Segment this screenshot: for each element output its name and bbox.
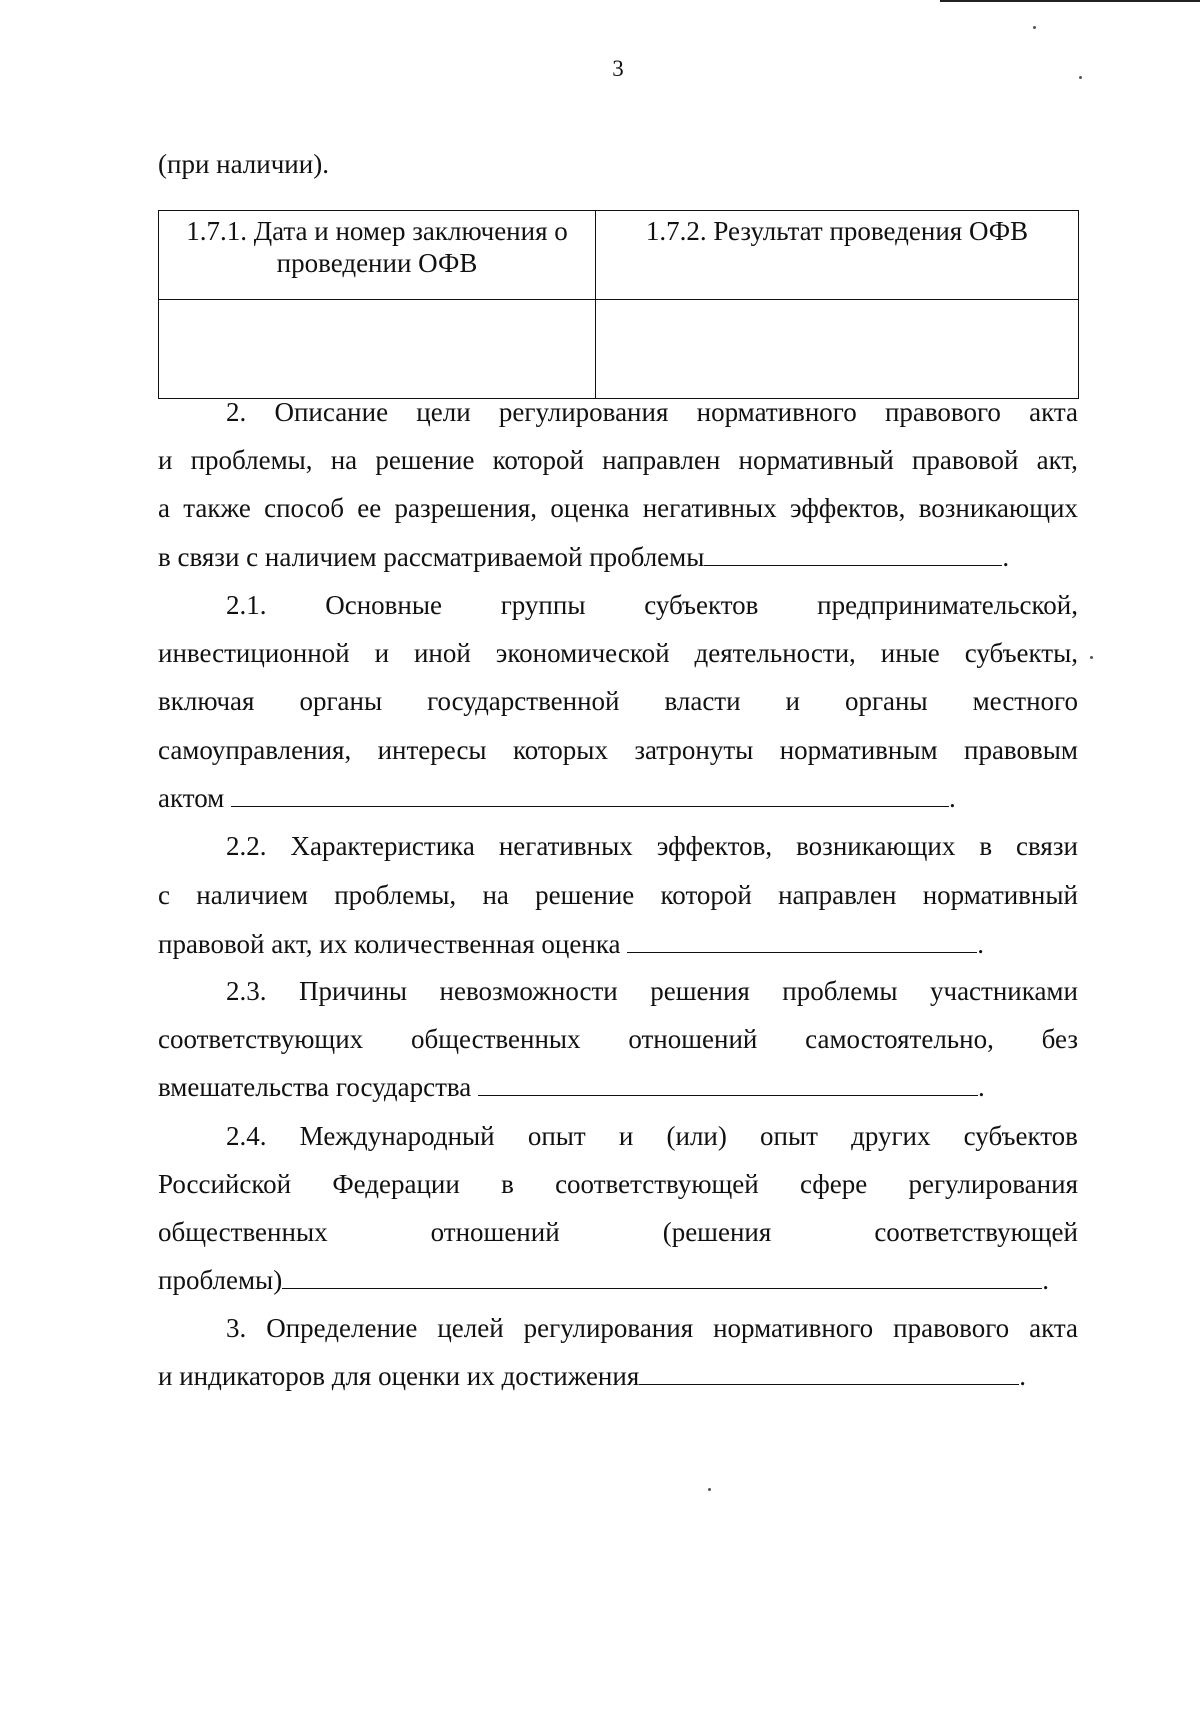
section-1-7-line-2: (при наличии). [158, 149, 329, 179]
word: акта [1029, 397, 1078, 427]
word: нормативный [738, 445, 894, 475]
word: опыт [527, 1121, 586, 1151]
word: связи [1016, 831, 1078, 861]
word: 3. [226, 1313, 247, 1343]
word: направлен [778, 880, 897, 910]
word: ее [357, 493, 382, 523]
word: проблемы, [190, 445, 313, 475]
section-2-1-line-4 [158, 734, 1078, 766]
word: на [482, 880, 509, 910]
word: нормативного [696, 397, 857, 427]
word: отношений [430, 1217, 560, 1247]
word: негативных [642, 493, 777, 523]
section-2-line-3 [158, 492, 1078, 524]
word: 2.4. [226, 1121, 267, 1151]
word: субъектов [644, 590, 759, 620]
section-2-4-line-1 [226, 1120, 1078, 1152]
scan-speck [708, 1488, 711, 1491]
section-2-4-line-2 [158, 1168, 1078, 1200]
section-2-3-line-3-text: вмешательства государства [158, 1072, 472, 1102]
word: регулирования [908, 1169, 1078, 1199]
word: без [1041, 1024, 1078, 1054]
word: субъекты, [964, 638, 1078, 668]
word: соответствующей [555, 1169, 759, 1199]
word: Российской [158, 1169, 292, 1199]
word: решение [375, 445, 475, 475]
blank-field[interactable] [478, 1073, 978, 1096]
word: власти [664, 686, 741, 716]
word: акт, [1036, 445, 1078, 475]
scan-speck [1090, 656, 1093, 659]
section-2-4-line-4-text: проблемы) [158, 1265, 283, 1295]
section-2-1-line-2 [158, 637, 1078, 669]
word: Основные [325, 590, 442, 620]
word: деятельности, [694, 638, 856, 668]
word: нормативным [779, 735, 938, 765]
word: цели [416, 397, 471, 427]
word: правовым [964, 735, 1078, 765]
word: Причины [298, 976, 408, 1006]
word: субъектов [963, 1121, 1078, 1151]
word: 2.3. [226, 976, 267, 1006]
ofv-results-table [158, 210, 1079, 399]
word: оценка [550, 493, 630, 523]
section-3-line-1 [226, 1312, 1078, 1344]
word: проблемы [782, 976, 898, 1006]
blank-field[interactable] [704, 543, 1002, 566]
word: акта [1029, 1313, 1078, 1343]
word: которой [492, 445, 584, 475]
word: нормативного [713, 1313, 874, 1343]
word: Федерации [332, 1169, 460, 1199]
word: соответствующих [158, 1024, 364, 1054]
section-2-2-line-1 [226, 830, 1078, 862]
word: (решения [662, 1217, 772, 1247]
page-number: 3 [612, 56, 624, 81]
word: решение [535, 880, 635, 910]
word: затронуты [634, 735, 754, 765]
word: общественных [410, 1024, 581, 1054]
word: эффектов, [789, 493, 906, 523]
section-2-1-line-5-text: актом [158, 783, 225, 813]
word: 2.1. [226, 590, 267, 620]
section-2-3-line-1 [226, 975, 1078, 1007]
word: экономической [495, 638, 670, 668]
word: возникающих [918, 493, 1078, 523]
word: Описание [274, 397, 389, 427]
word: включая [158, 686, 255, 716]
line-end-period: . [1019, 1361, 1026, 1391]
line-end-period: . [978, 1072, 985, 1102]
word: наличием [196, 880, 308, 910]
word: негативных [498, 831, 633, 861]
section-2-3-line-2 [158, 1023, 1078, 1055]
section-3-line-2-text: и индикаторов для оценки их достижения [158, 1361, 640, 1391]
blank-field[interactable] [231, 784, 949, 807]
word: правового [884, 397, 1001, 427]
section-2-line-4-text: в связи с наличием рассматриваемой проблемы [158, 542, 705, 572]
word: сфере [799, 1169, 868, 1199]
word: возникающих [796, 831, 956, 861]
table-header-row [159, 211, 1079, 300]
scan-speck [1033, 26, 1036, 29]
line-end-period: . [1042, 1265, 1049, 1295]
word: которых [512, 735, 608, 765]
word: и [618, 1121, 634, 1151]
section-2-2-line-2 [158, 879, 1078, 911]
word: предпринимательской, [817, 590, 1078, 620]
section-2-line-1 [226, 396, 1078, 428]
cell-result[interactable] [596, 300, 1079, 399]
word: 2. [226, 397, 247, 427]
table-row [159, 300, 1079, 399]
section-2-2-line-3-text: правовой акт, их количественная оценка [158, 929, 621, 959]
section-2-line-4 [158, 541, 1078, 573]
section-2-4-line-4 [158, 1264, 1078, 1296]
word: эффектов, [656, 831, 773, 861]
word: группы [500, 590, 586, 620]
word: государственной [427, 686, 620, 716]
blank-field[interactable] [639, 1362, 1019, 1385]
word: регулирования [498, 397, 669, 427]
word: Определение [266, 1313, 418, 1343]
word: местного [972, 686, 1078, 716]
word: отношений [628, 1024, 758, 1054]
word: Характеристика [290, 831, 475, 861]
blank-field[interactable] [282, 1266, 1042, 1289]
section-3-line-2 [158, 1360, 1078, 1392]
section-2-1-line-1 [226, 589, 1078, 621]
section-2-3-line-3 [158, 1071, 1078, 1103]
word: способ [264, 493, 344, 523]
word: соответствующей [874, 1217, 1078, 1247]
word: иной [413, 638, 471, 668]
word: органы [299, 686, 383, 716]
word: невозможности [439, 976, 618, 1006]
section-2-2-line-3 [158, 928, 1078, 960]
word: и [374, 638, 390, 668]
word: инвестиционной [158, 638, 350, 668]
word: решения [650, 976, 750, 1006]
word: участниками [929, 976, 1078, 1006]
word: интересы [377, 735, 487, 765]
section-2-1-line-5 [158, 782, 1078, 814]
word: с [158, 880, 170, 910]
word: Международный [299, 1121, 495, 1151]
line-end-period: . [949, 783, 956, 813]
word: других [851, 1121, 931, 1151]
word: опыт [760, 1121, 818, 1151]
word: а [158, 493, 170, 523]
line-end-period: . [1002, 542, 1010, 572]
word: (или) [666, 1121, 727, 1151]
cell-date-number[interactable] [159, 300, 596, 399]
word: на [330, 445, 358, 475]
top-edge-rule [940, 0, 1200, 2]
section-2-line-2 [158, 444, 1078, 476]
word: и [785, 686, 800, 716]
word: самостоятельно, [805, 1024, 994, 1054]
word: направлен [602, 445, 721, 475]
word: также [183, 493, 251, 523]
word: целей [437, 1313, 504, 1343]
word: органы [844, 686, 928, 716]
word: проблемы, [334, 880, 457, 910]
word: самоуправления, [158, 735, 352, 765]
word: 2.2. [226, 831, 267, 861]
header-result: 1.7.2. Результат проведения ОФВ [596, 211, 1079, 300]
word: регулирования [523, 1313, 694, 1343]
word: разрешения, [394, 493, 538, 523]
word: в [979, 831, 993, 861]
section-2-4-line-3 [158, 1216, 1078, 1248]
header-date-number: 1.7.1. Дата и номер заключения о проведении ОФВ [159, 211, 596, 300]
word: иные [880, 638, 940, 668]
word: которой [660, 880, 752, 910]
blank-field[interactable] [627, 930, 977, 953]
word: правового [893, 1313, 1010, 1343]
word: нормативный [922, 880, 1078, 910]
word: общественных [158, 1217, 328, 1247]
section-2-1-line-3 [158, 685, 1078, 717]
word: и [158, 445, 173, 475]
word: правовой [911, 445, 1019, 475]
line-end-period: . [977, 929, 985, 959]
word: в [501, 1169, 514, 1199]
